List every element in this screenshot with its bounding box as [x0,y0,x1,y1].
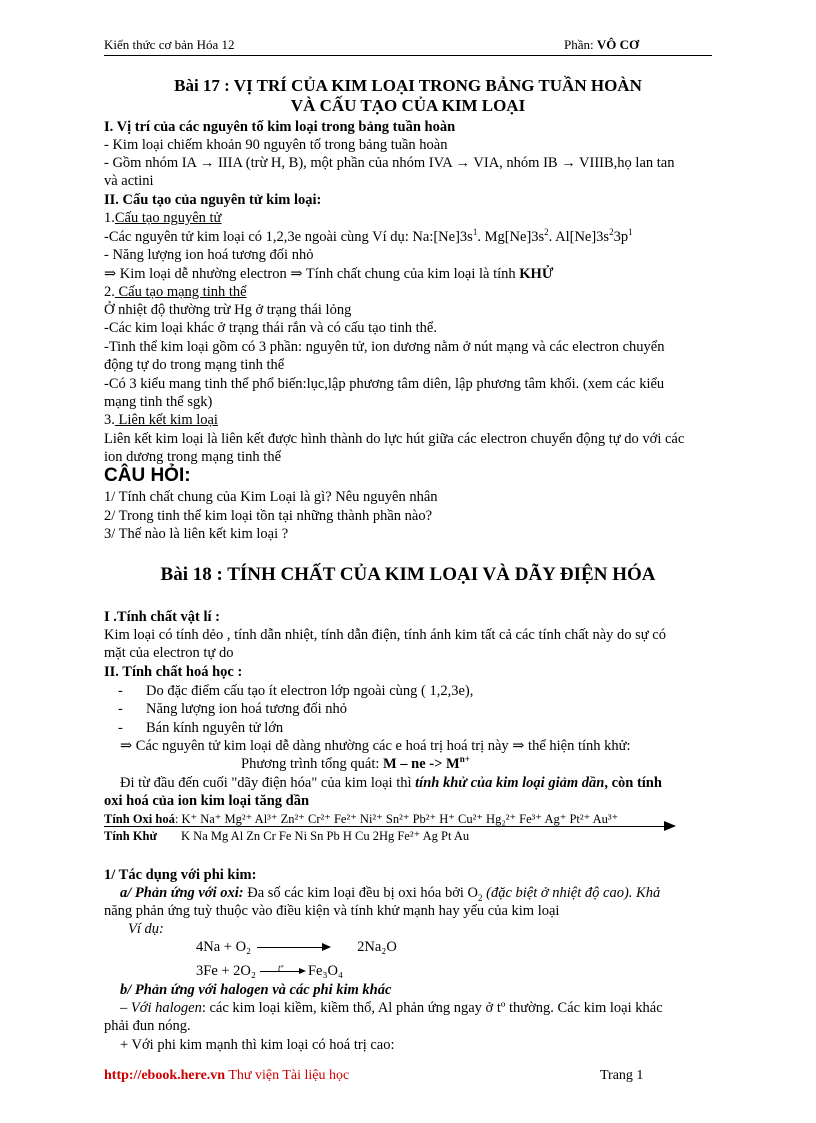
footer-link[interactable]: http://ebook.here.vn [104,1068,226,1083]
section2-heading: II. Cấu tạo của nguyên tử kim loại: [104,192,322,208]
physical-heading: I .Tính chất vật lí : [104,609,221,625]
paragraph: Ở nhiệt độ thường trừ Hg ở trạng thái lỏng [104,302,352,318]
paragraph: động tự do trong mạng tinh thể [104,357,285,373]
paragraph: - Gồm nhóm IA → IIIA (trừ H, B), một phần của nhóm IVA → VIA, nhóm IB → VIIIB,họ lan tan [104,155,675,171]
bullet-item: - Năng lượng ion hoá tương đối nhỏ [118,701,348,717]
paragraph: oxi hoá của ion kim loại tăng dần [104,793,310,809]
section1-heading: I. Vị trí của các nguyên tố kim loại trong bảng tuần hoàn [104,119,456,135]
subsection-heading: 1/ Tác dụng với phi kim: [104,867,257,883]
paragraph: + Với phi kim mạnh thì kim loại có hoá trị cao: [120,1037,395,1053]
footer-library: Thư viện Tài liệu học [225,1068,350,1083]
example-label: Ví dụ: [128,921,164,937]
paragraph: ion dương trong mạng tinh thể [104,449,282,465]
lesson17-title-line1: Bài 17 : VỊ TRÍ CỦA KIM LOẠI TRONG BẢNG TUẦN HOÀN [174,76,642,95]
paragraph: Đi từ đầu đến cuối "dãy điện hóa" của kim loại thì tính khử của kim loại giảm dần, còn tính [120,775,662,791]
paragraph: -Các nguyên tử kim loại có 1,2,3e ngoài cùng Ví dụ: $Na:[Ne]3s^1$. $Mg[Ne]3s^2$. $Al[Ne]3s^23p^1$ [104,227,633,245]
reaction-arrow: tº [260,971,304,972]
subheading: 1.Cấu tạo nguyên tử [104,210,222,226]
subheading: 3. Liên kết kim loại [104,412,218,428]
question: 1/ Tính chất chung của Kim Loại là gì? Nêu nguyên nhân [104,489,438,505]
bullet-item: - Bán kính nguyên tử lớn [118,720,284,736]
paragraph: Kim loại có tính dẻo , tính dẫn nhiệt, tính dẫn điện, tính ánh kim tất cả các tính chất này do sự có [104,627,666,643]
paragraph: - Kim loại chiếm khoản 90 nguyên tố trong bảng tuần hoàn [104,137,448,153]
reaction-1: 4Na + O₂ 2Na₂O [196,939,397,955]
paragraph: năng phản ứng tuỳ thuộc vào điều kiện và tính khử mạnh hay yếu của kim loại [104,903,560,919]
paragraph: -Có 3 kiểu mang tinh thể phổ biến:lục,lập phương tâm diên, lập phương tâm khối. (xem các kiểu [104,376,665,392]
series-arrow-line [104,826,668,827]
paragraph: phải đun nóng. [104,1018,191,1034]
series-arrow-head [664,821,676,831]
question: 3/ Thế nào là liên kết kim loại ? [104,526,289,542]
reaction-2: 3Fe + 2O₂ tº Fe₃O₄ [196,963,344,979]
paragraph: - Năng lượng ion hoá tương đối nhỏ [104,247,314,263]
reaction-arrow [257,947,329,948]
page-footer [104,1068,712,1084]
chemical-heading: II. Tính chất hoá học : [104,664,243,680]
paragraph: và actini [104,173,154,189]
bullet-item: - Do đặc điểm cấu tạo ít electron lớp ngoài cùng ( 1,2,3e), [118,683,474,699]
oxidation-series: Tính Oxi hoá: K⁺ Na⁺ Mg²⁺ Al³⁺ Zn²⁺ Cr²⁺ Fe²⁺ Ni²⁺ Sn²⁺ Pb²⁺ H⁺ Cu²⁺ Hg₂²⁺ Fe³⁺ Ag⁺ Pt²⁺ Au³⁺ [104,812,619,826]
subsection-b-heading: b/ Phản ứng với halogen và các phi kim khác [120,982,392,998]
page-number: Trang 1 [600,1068,644,1083]
header-right: Phần: VÔ CƠ [564,37,640,52]
paragraph: – Với halogen: các kim loại kiềm, kiềm thổ, Al phản ứng ngay ở tº thường. Các kim loại khác [120,1000,663,1016]
general-equation: Phương trình tổng quát: M – ne -> $M^{n+}$ [241,754,470,772]
header-left: Kiến thức cơ bản Hóa 12 [104,37,235,52]
paragraph: ⇒ Các nguyên tử kim loại dễ dàng nhường các e hoá trị hoá trị này ⇒ thể hiện tính khử: [120,738,631,754]
question: 2/ Trong tinh thể kim loại tồn tại những thành phần nào? [104,508,433,524]
paragraph: mặt của electron tự do [104,645,234,661]
subheading: 2. Cấu tạo mạng tinh thể [104,284,247,300]
lesson17-title-line2: VÀ CẤU TẠO CỦA KIM LOẠI [290,96,526,115]
reduction-series: Tính Khử K Na Mg Al Zn Cr Fe Ni Sn Pb H Cu 2Hg Fe²⁺ Ag Pt Au [104,829,470,843]
questions-heading: CÂU HỎI: [104,465,191,486]
paragraph: -Các kim loại khác ở trạng thái rắn và có cấu tạo tinh thể. [104,320,437,336]
paragraph: mạng tinh thể sgk) [104,394,213,410]
paragraph: -Tinh thể kim loại gồm có 3 phần: nguyên tử, ion dương nằm ở nút mạng và các electron chuyển [104,339,665,355]
paragraph: Liên kết kim loại là liên kết được hình thành do lực hút giữa các electron chuyển động tự do với các [104,431,685,447]
page-header [104,37,712,56]
paragraph: a/ Phản ứng với oxi: Đa số các kim loại đều bị oxi hóa bởi $O_2$ (đặc biệt ở nhiệt độ cao). Khả [120,885,661,903]
paragraph: ⇒ Kim loại dễ nhường electron ⇒ Tính chất chung của kim loại là tính KHỬ [104,266,554,282]
lesson18-title: Bài 18 : TÍNH CHẤT CỦA KIM LOẠI VÀ DÃY ĐIỆN HÓA [160,564,656,585]
